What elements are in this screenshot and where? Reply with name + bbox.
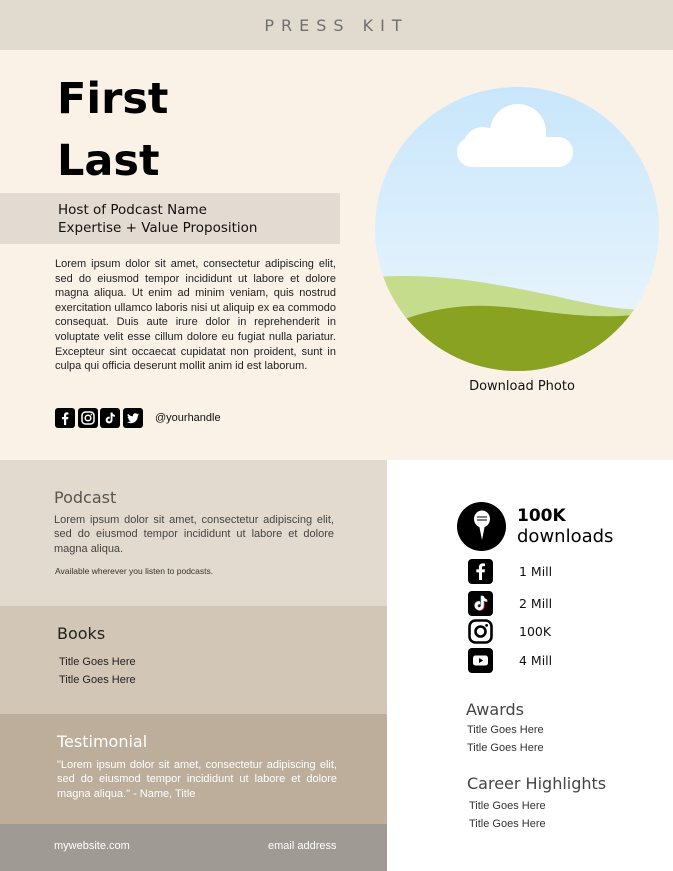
stat-value: 2 Mill — [519, 596, 553, 611]
role-line-host: Host of Podcast Name — [58, 202, 207, 218]
books-title: Books — [57, 624, 106, 643]
stat-value: 1 Mill — [519, 564, 553, 579]
downloads-label: downloads — [517, 526, 614, 547]
bio-text: Lorem ipsum dolor sit amet, consectetur adipiscing elit, sed do eiusmod tempor incididunt ut labore et dolore magna aliqua. Ut enim ad minim veniam, quis nostrud exercitation ullamco laboris nisi ut aliquip ex ea commodo consequat. Duis aute irure dolor in reprehenderit in voluptate velit esse cillum dolore eu fugiat nulla pariatur. Excepteur sint occaecat cupidatat non proident, sunt in culpa qui officia deserunt mollit anim id est laborum. — [55, 258, 336, 373]
stat-youtube — [468, 648, 553, 673]
downloads-count: 100K — [517, 506, 566, 526]
tiktok-icon[interactable] — [468, 591, 493, 616]
email-link[interactable]: email address — [268, 840, 337, 852]
podcast-description: Lorem ipsum dolor sit amet, consectetur adipiscing elit, sed do eiusmod tempor incididunt ut labore et dolore magna aliqua. — [54, 514, 334, 555]
stat-tiktok — [468, 591, 553, 616]
website-link[interactable]: mywebsite.com — [54, 840, 130, 852]
tiktok-icon[interactable] — [100, 408, 120, 428]
first-name: First — [57, 74, 169, 124]
awards-title: Awards — [466, 700, 524, 719]
twitter-icon[interactable] — [123, 408, 143, 428]
stat-instagram — [468, 619, 552, 644]
career-highlights-title: Career Highlights — [467, 774, 607, 793]
testimonial-title: Testimonial — [57, 732, 148, 751]
page-title: PRESS KIT — [264, 15, 409, 35]
role-band — [0, 193, 340, 244]
instagram-icon[interactable] — [78, 408, 98, 428]
social-links — [55, 408, 221, 428]
podcast-title: Podcast — [54, 488, 117, 507]
stat-value: 4 Mill — [519, 653, 553, 668]
career-item: Title Goes Here — [469, 800, 546, 812]
last-name: Last — [57, 136, 160, 186]
stat-value: 100K — [519, 624, 552, 639]
facebook-icon[interactable] — [55, 408, 75, 428]
award-item: Title Goes Here — [467, 724, 544, 736]
book-item: Title Goes Here — [59, 656, 136, 668]
podcast-availability: Available wherever you listen to podcasts. — [55, 566, 214, 576]
role-line-expertise: Expertise + Value Proposition — [58, 220, 258, 236]
profile-photo-placeholder — [375, 87, 659, 371]
youtube-icon[interactable] — [468, 648, 493, 673]
book-item: Title Goes Here — [59, 674, 136, 686]
facebook-icon[interactable] — [468, 559, 493, 584]
instagram-icon[interactable] — [468, 619, 493, 644]
award-item: Title Goes Here — [467, 742, 544, 754]
career-item: Title Goes Here — [469, 818, 546, 830]
stat-facebook — [468, 559, 553, 584]
testimonial-quote: "Lorem ipsum dolor sit amet, consectetur adipiscing elit, sed do eiusmod tempor incididunt ut labore et dolore magna aliqua." - Name, Title — [57, 759, 337, 800]
press-kit-header — [0, 0, 673, 50]
social-handle[interactable]: @yourhandle — [155, 412, 221, 424]
download-photo-link[interactable]: Download Photo — [469, 379, 575, 394]
microphone-icon — [457, 502, 506, 551]
